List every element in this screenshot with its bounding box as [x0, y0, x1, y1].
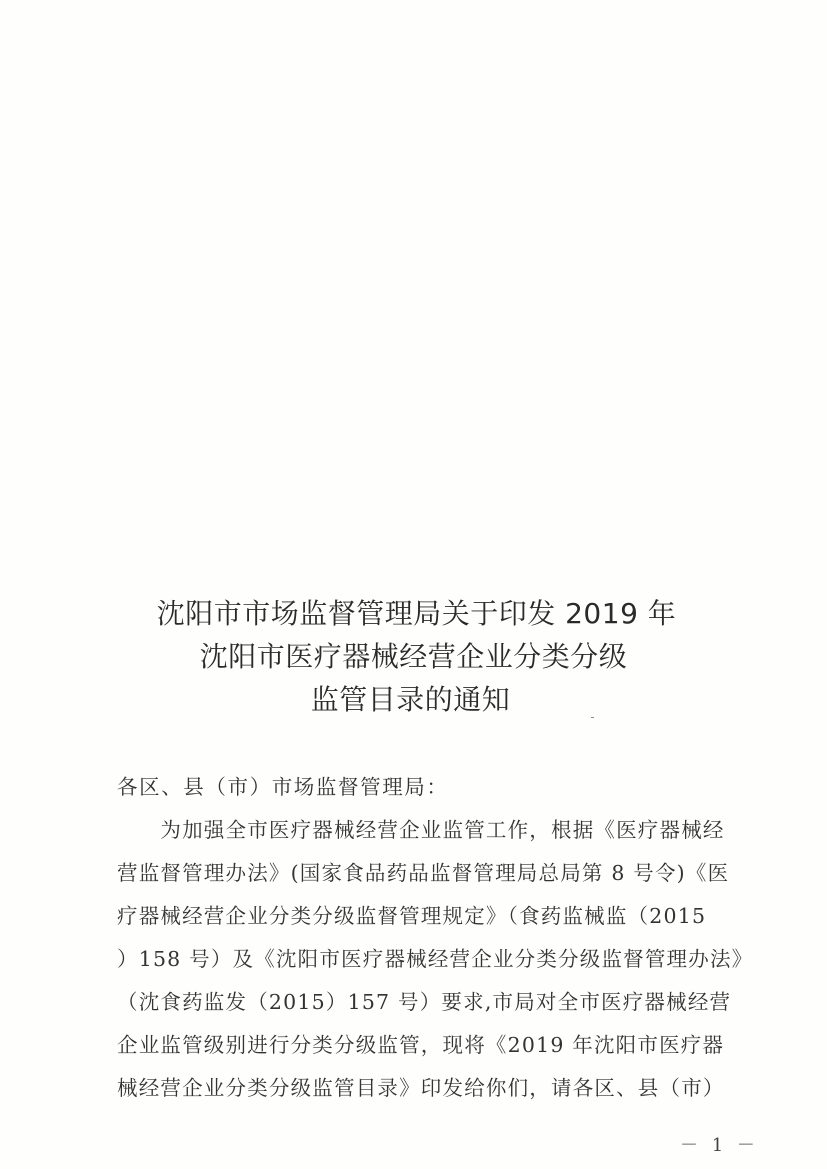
body-line-2: 营监督管理办法》(国家食品药品监督管理局总局第 8 号令)《医 — [117, 861, 730, 885]
title-line-1: 沈阳市市场监督管理局关于印发 2019 年 — [156, 597, 677, 630]
body-line-5: （沈食药监发（2015）157 号）要求,市局对全市医疗器械经营 — [117, 990, 732, 1014]
document-title — [0, 592, 827, 721]
title-line-2: 沈阳市医疗器械经营企业分类分级 — [199, 640, 628, 673]
salutation: 各区、县（市）市场监督管理局： — [117, 775, 449, 799]
body-line-1: 为加强全市医疗器械经营企业监管工作，根据《医疗器械经 — [117, 818, 725, 842]
body-line-6: 企业监管级别进行分类分级监管，现将《2019 年沈阳市医疗器 — [117, 1033, 725, 1057]
body-line-7: 械经营企业分类分级监管目录》印发给你们，请各区、县（市） — [117, 1076, 725, 1100]
scan-speck — [591, 717, 594, 718]
body-line-4: ）158 号）及《沈阳市医疗器械经营企业分类分级监督管理办法》 — [117, 947, 754, 971]
title-line-3: 监管目录的通知 — [310, 683, 511, 716]
page-number: － 1 － — [680, 1135, 759, 1156]
body-line-3: 疗器械经营企业分类分级监督管理规定》（食药监械监（2015 — [117, 904, 707, 928]
